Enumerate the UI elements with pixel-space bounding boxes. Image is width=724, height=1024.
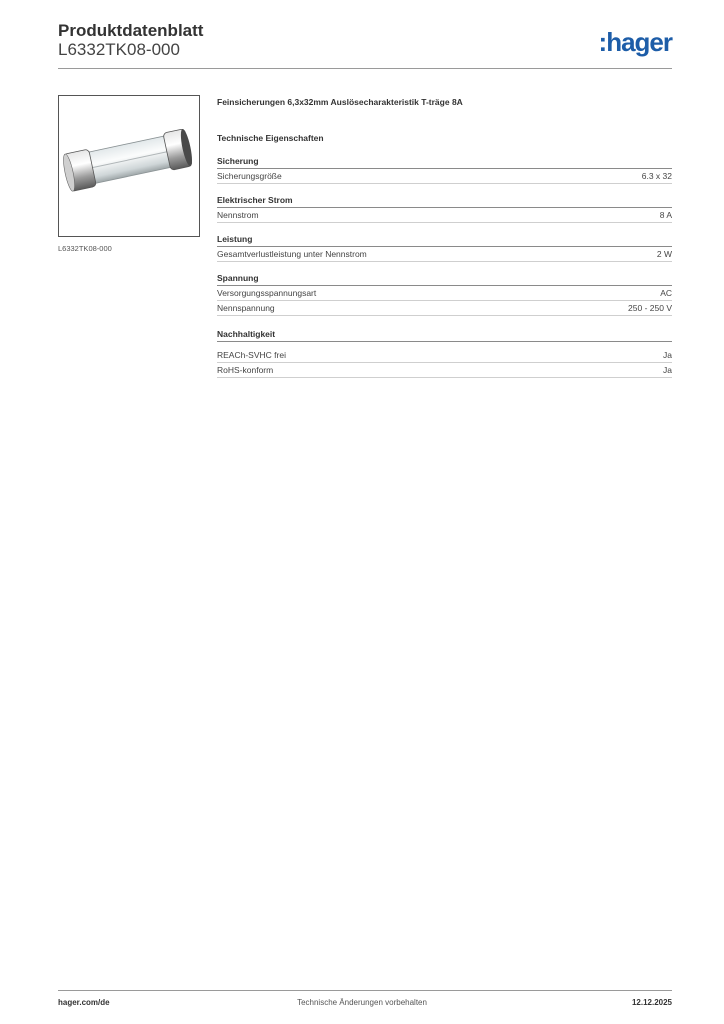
page-title: Produktdatenblatt: [58, 21, 204, 40]
group-nachhaltigkeit: [217, 328, 672, 378]
footer-center: Technische Änderungen vorbehalten: [297, 998, 427, 1007]
row-label: Nennspannung: [217, 303, 275, 313]
group-sicherung: [217, 155, 672, 184]
group-title: Sicherung: [217, 155, 672, 169]
table-row: [217, 301, 672, 316]
row-value: Ja: [663, 350, 672, 360]
group-spannung: [217, 272, 672, 316]
row-label: Versorgungsspannungsart: [217, 288, 317, 298]
content: [217, 95, 672, 378]
section-title: Technische Eigenschaften: [217, 133, 324, 143]
group-title: Leistung: [217, 233, 672, 247]
group-leistung: [217, 233, 672, 262]
logo-colon-icon: :: [598, 27, 607, 57]
group-title: Nachhaltigkeit: [217, 328, 672, 342]
row-label: Nennstrom: [217, 210, 259, 220]
footer-website-link[interactable]: hager.com/de: [58, 998, 110, 1007]
product-code: L6332TK08-000: [58, 40, 180, 59]
row-label: RoHS-konform: [217, 365, 274, 375]
row-value: AC: [660, 288, 672, 298]
product-image: [58, 95, 200, 237]
row-value: 8 A: [659, 210, 672, 220]
footer-divider: [58, 990, 672, 991]
table-row: [217, 348, 672, 363]
hager-logo[interactable]: [599, 28, 672, 56]
header-divider: [58, 68, 672, 69]
row-label: Sicherungsgröße: [217, 171, 282, 181]
product-description: Feinsicherungen 6,3x32mm Auslösecharakteristik T-träge 8A: [217, 97, 463, 107]
table-row: [217, 363, 672, 378]
row-label: Gesamtverlustleistung unter Nennstrom: [217, 249, 367, 259]
table-row: [217, 247, 672, 262]
table-row: [217, 286, 672, 301]
row-value: Ja: [663, 365, 672, 375]
row-value: 6.3 x 32: [641, 171, 672, 181]
row-value: 250 - 250 V: [628, 303, 672, 313]
group-title: Spannung: [217, 272, 672, 286]
image-caption: L6332TK08-000: [58, 244, 112, 253]
table-row: [217, 208, 672, 223]
logo-text: hager: [606, 27, 672, 57]
group-elektrischer-strom: [217, 194, 672, 223]
footer-date: 12.12.2025: [631, 998, 672, 1007]
row-value: 2 W: [656, 249, 672, 259]
fuse-icon: [59, 96, 199, 236]
group-title: Elektrischer Strom: [217, 194, 672, 208]
table-row: [217, 169, 672, 184]
row-label: REACh-SVHC frei: [217, 350, 286, 360]
